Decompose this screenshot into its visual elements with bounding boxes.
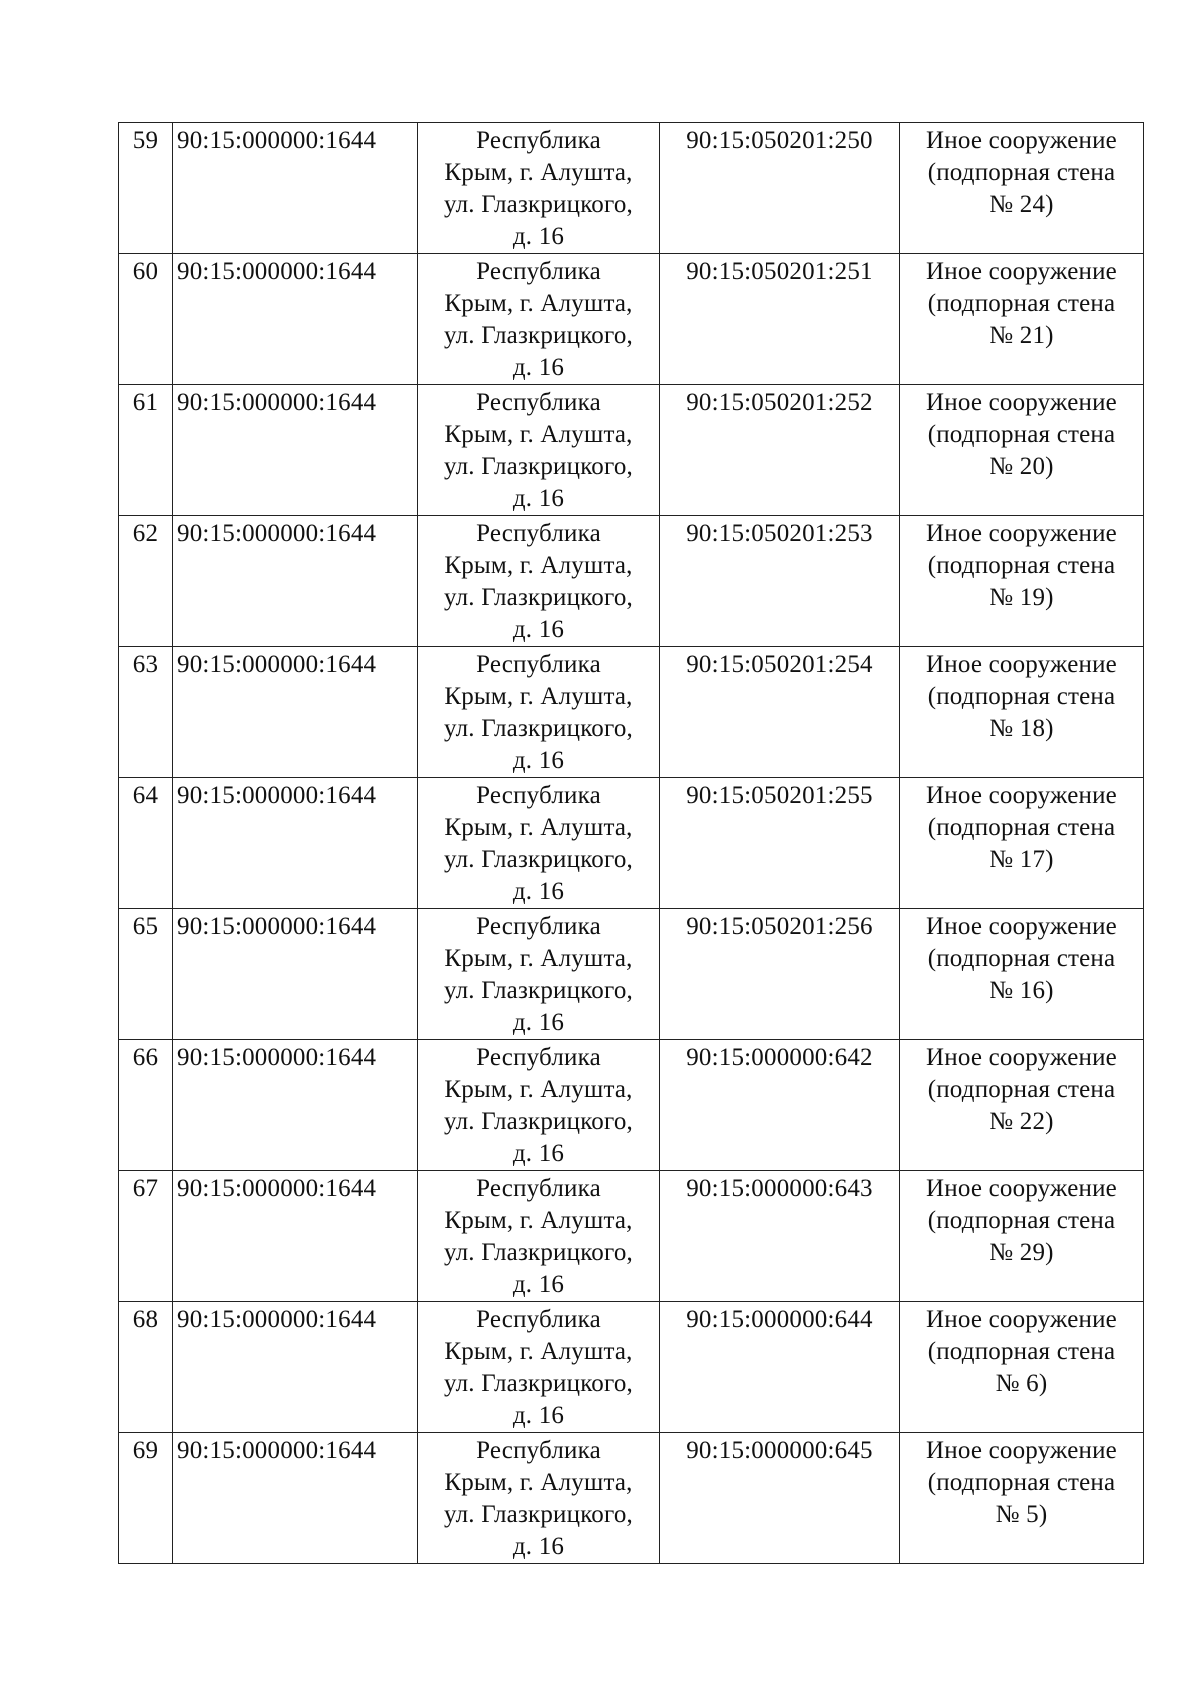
object-type-cell — [900, 123, 1144, 254]
object-type-cell — [900, 1040, 1144, 1171]
address-cell — [418, 1302, 660, 1433]
row-number-cell: 66 — [119, 1040, 173, 1171]
table-row — [119, 1171, 1144, 1302]
table-row — [119, 647, 1144, 778]
parent-cadastral-number-cell: 90:15:000000:1644 — [173, 1433, 418, 1564]
object-type-line: (подпорная стена — [927, 1076, 1116, 1103]
address-line: ул. Глазкрицкого, — [444, 977, 633, 1004]
object-type-cell — [900, 647, 1144, 778]
object-type-line: Иное сооружение — [926, 520, 1117, 547]
object-type-line: (подпорная стена — [927, 552, 1116, 579]
address-line: ул. Глазкрицкого, — [444, 1370, 633, 1397]
address-line: Республика — [476, 782, 601, 809]
object-type-cell — [900, 1171, 1144, 1302]
address-line: д. 16 — [512, 485, 565, 512]
object-type-line: (подпорная стена — [927, 683, 1116, 710]
object-type-line: (подпорная стена — [927, 159, 1116, 186]
address-cell — [418, 1171, 660, 1302]
address-line: Республика — [476, 389, 601, 416]
object-type-cell — [900, 778, 1144, 909]
object-type-line: Иное сооружение — [926, 127, 1117, 154]
address-line: Крым, г. Алушта, — [444, 945, 633, 972]
address-line: д. 16 — [512, 354, 565, 381]
table-row — [119, 385, 1144, 516]
table-row — [119, 123, 1144, 254]
table-row — [119, 516, 1144, 647]
address-line: Крым, г. Алушта, — [444, 1338, 633, 1365]
object-type-cell — [900, 385, 1144, 516]
object-cadastral-number-cell: 90:15:000000:642 — [660, 1040, 900, 1171]
address-line: Крым, г. Алушта, — [444, 1076, 633, 1103]
address-line: Республика — [476, 127, 601, 154]
address-line: д. 16 — [512, 1533, 565, 1560]
address-line: Республика — [476, 913, 601, 940]
address-cell — [418, 1433, 660, 1564]
address-cell — [418, 385, 660, 516]
row-number-cell: 59 — [119, 123, 173, 254]
row-number-cell: 61 — [119, 385, 173, 516]
parent-cadastral-number-cell: 90:15:000000:1644 — [173, 385, 418, 516]
object-cadastral-number-cell: 90:15:050201:254 — [660, 647, 900, 778]
address-line: Крым, г. Алушта, — [444, 159, 633, 186]
object-type-line: Иное сооружение — [926, 389, 1117, 416]
object-cadastral-number-cell: 90:15:000000:644 — [660, 1302, 900, 1433]
object-type-line: Иное сооружение — [926, 913, 1117, 940]
parent-cadastral-number-cell: 90:15:000000:1644 — [173, 1040, 418, 1171]
object-type-line: Иное сооружение — [926, 1044, 1117, 1071]
address-line: Республика — [476, 1044, 601, 1071]
address-line: ул. Глазкрицкого, — [444, 584, 633, 611]
address-line: Крым, г. Алушта, — [444, 421, 633, 448]
address-line: Крым, г. Алушта, — [444, 1469, 633, 1496]
table-row — [119, 778, 1144, 909]
address-cell — [418, 254, 660, 385]
object-type-line: (подпорная стена — [927, 1338, 1116, 1365]
address-line: д. 16 — [512, 1271, 565, 1298]
object-type-line: Иное сооружение — [926, 1175, 1117, 1202]
object-type-line: № 19) — [989, 584, 1054, 611]
object-type-line: (подпорная стена — [927, 945, 1116, 972]
address-line: Крым, г. Алушта, — [444, 683, 633, 710]
table-row — [119, 254, 1144, 385]
parent-cadastral-number-cell: 90:15:000000:1644 — [173, 909, 418, 1040]
parent-cadastral-number-cell: 90:15:000000:1644 — [173, 254, 418, 385]
object-type-line: (подпорная стена — [927, 814, 1116, 841]
object-cadastral-number-cell: 90:15:000000:645 — [660, 1433, 900, 1564]
address-line: Республика — [476, 1306, 601, 1333]
object-cadastral-number-cell: 90:15:050201:253 — [660, 516, 900, 647]
parent-cadastral-number-cell: 90:15:000000:1644 — [173, 647, 418, 778]
address-line: ул. Глазкрицкого, — [444, 1239, 633, 1266]
row-number-cell: 69 — [119, 1433, 173, 1564]
address-line: Крым, г. Алушта, — [444, 1207, 633, 1234]
address-line: д. 16 — [512, 1140, 565, 1167]
object-type-line: № 22) — [989, 1108, 1054, 1135]
row-number-cell: 65 — [119, 909, 173, 1040]
row-number-cell: 67 — [119, 1171, 173, 1302]
object-cadastral-number-cell: 90:15:050201:250 — [660, 123, 900, 254]
object-cadastral-number-cell: 90:15:050201:251 — [660, 254, 900, 385]
object-type-line: Иное сооружение — [926, 258, 1117, 285]
row-number-cell: 64 — [119, 778, 173, 909]
parent-cadastral-number-cell: 90:15:000000:1644 — [173, 1302, 418, 1433]
object-type-line: № 29) — [989, 1239, 1054, 1266]
address-line: Республика — [476, 258, 601, 285]
address-line: д. 16 — [512, 616, 565, 643]
parent-cadastral-number-cell: 90:15:000000:1644 — [173, 1171, 418, 1302]
row-number-cell: 60 — [119, 254, 173, 385]
address-line: ул. Глазкрицкого, — [444, 846, 633, 873]
address-line: ул. Глазкрицкого, — [444, 322, 633, 349]
address-cell — [418, 516, 660, 647]
address-cell — [418, 123, 660, 254]
address-line: Крым, г. Алушта, — [444, 814, 633, 841]
address-line: д. 16 — [512, 223, 565, 250]
object-type-cell — [900, 254, 1144, 385]
object-type-line: № 18) — [989, 715, 1054, 742]
registry-table-body — [119, 123, 1144, 1564]
object-type-line: (подпорная стена — [927, 421, 1116, 448]
object-type-cell — [900, 516, 1144, 647]
parent-cadastral-number-cell: 90:15:000000:1644 — [173, 778, 418, 909]
object-type-cell — [900, 1302, 1144, 1433]
address-line: ул. Глазкрицкого, — [444, 191, 633, 218]
table-row — [119, 1433, 1144, 1564]
row-number-cell: 63 — [119, 647, 173, 778]
table-row — [119, 1040, 1144, 1171]
address-line: Республика — [476, 1437, 601, 1464]
address-line: Крым, г. Алушта, — [444, 552, 633, 579]
object-type-line: (подпорная стена — [927, 1207, 1116, 1234]
object-type-line: № 17) — [989, 846, 1054, 873]
object-cadastral-number-cell: 90:15:050201:255 — [660, 778, 900, 909]
address-cell — [418, 909, 660, 1040]
registry-table — [118, 122, 1144, 1564]
table-row — [119, 909, 1144, 1040]
table-row — [119, 1302, 1144, 1433]
parent-cadastral-number-cell: 90:15:000000:1644 — [173, 516, 418, 647]
address-line: д. 16 — [512, 878, 565, 905]
address-line: ул. Глазкрицкого, — [444, 453, 633, 480]
address-line: ул. Глазкрицкого, — [444, 1501, 633, 1528]
object-type-line: Иное сооружение — [926, 651, 1117, 678]
address-cell — [418, 647, 660, 778]
object-type-line: № 5) — [995, 1501, 1048, 1528]
address-line: Республика — [476, 520, 601, 547]
object-type-line: № 21) — [989, 322, 1054, 349]
address-line: ул. Глазкрицкого, — [444, 715, 633, 742]
parent-cadastral-number-cell: 90:15:000000:1644 — [173, 123, 418, 254]
object-type-line: Иное сооружение — [926, 1437, 1117, 1464]
object-type-line: Иное сооружение — [926, 782, 1117, 809]
object-type-line: (подпорная стена — [927, 290, 1116, 317]
address-line: д. 16 — [512, 747, 565, 774]
object-type-line: № 24) — [989, 191, 1054, 218]
row-number-cell: 62 — [119, 516, 173, 647]
address-line: д. 16 — [512, 1402, 565, 1429]
object-cadastral-number-cell: 90:15:050201:252 — [660, 385, 900, 516]
object-type-cell — [900, 909, 1144, 1040]
address-line: Крым, г. Алушта, — [444, 290, 633, 317]
address-cell — [418, 778, 660, 909]
object-type-line: № 16) — [989, 977, 1054, 1004]
object-type-line: (подпорная стена — [927, 1469, 1116, 1496]
object-cadastral-number-cell: 90:15:000000:643 — [660, 1171, 900, 1302]
address-line: Республика — [476, 651, 601, 678]
row-number-cell: 68 — [119, 1302, 173, 1433]
object-type-line: Иное сооружение — [926, 1306, 1117, 1333]
address-cell — [418, 1040, 660, 1171]
address-line: д. 16 — [512, 1009, 565, 1036]
address-line: ул. Глазкрицкого, — [444, 1108, 633, 1135]
address-line: Республика — [476, 1175, 601, 1202]
object-type-cell — [900, 1433, 1144, 1564]
object-type-line: № 6) — [995, 1370, 1048, 1397]
object-cadastral-number-cell: 90:15:050201:256 — [660, 909, 900, 1040]
object-type-line: № 20) — [989, 453, 1054, 480]
